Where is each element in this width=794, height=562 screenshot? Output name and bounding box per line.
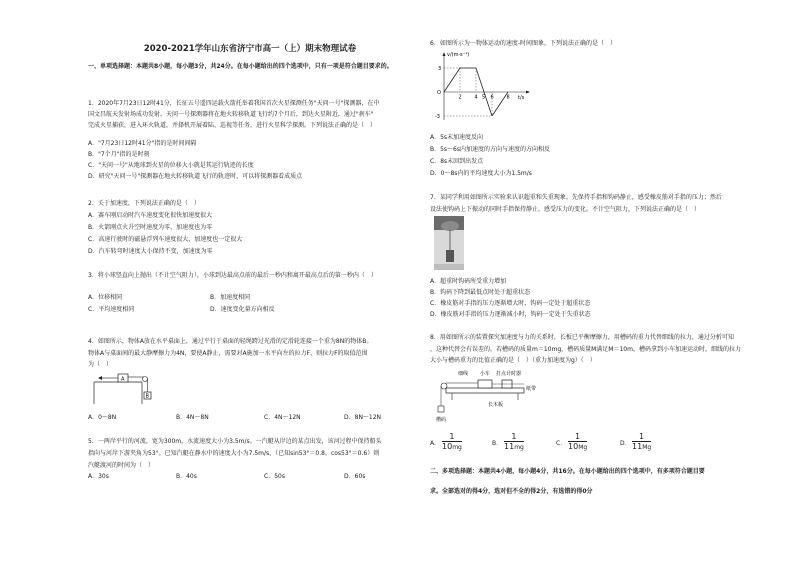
q6-option-b: B．5s～6s内加速度的方向与速度的方向相反 <box>430 146 551 153</box>
q1-option-c: C．"天问一号"从地球到火星的位移大小就是其运行轨迹的长度 <box>88 162 254 169</box>
q3-option-b: B．加速度相同 <box>210 294 251 301</box>
q4-label-b: B <box>145 393 149 400</box>
q8-option-a-letter: A． <box>430 440 441 447</box>
q8-option-b-letter: B． <box>492 440 503 447</box>
q6-x-tick: 5 <box>482 94 486 101</box>
q4-option-a: A．0～8N <box>88 414 117 421</box>
section-2-heading-line-1: 二、多项选择题：本题共4小题，每小题4分，共16分。在每小题给出的四个选项中，有多项符合题目要 <box>430 468 705 475</box>
q8-option-d-denominator: 11Mg <box>632 442 652 451</box>
q5-option-d: D．60s <box>344 473 366 480</box>
q4-pulley-figure <box>92 368 164 408</box>
q6-x-tick: 8 <box>506 94 510 101</box>
q6-y-tick: -3 <box>435 114 440 120</box>
q2-option-a: A．赛车刚启动时汽车速度变化很快加速度很大 <box>88 212 213 219</box>
q5-stem-1: 5．一两岸平行的河流，宽为300m，水流速度大小为3.5m/s。一汽艇从岸边的某点出发，该河过程中保持船头 <box>88 438 382 445</box>
q8-option-a-denominator: 10mg <box>442 442 462 451</box>
q4-option-d: D．8N～12N <box>344 414 382 421</box>
q7-option-d: D．橡皮筋对手指的压力逐渐减小时，钩码一定处于失重状态 <box>430 311 591 318</box>
q2-option-b: B．火箭刚点火升空时速度为零，加速度也为零 <box>88 224 213 231</box>
q8-option-c-numerator: 1 <box>568 432 587 442</box>
q6-y-tick: 3 <box>438 66 442 72</box>
q8-option-d-numerator: 1 <box>632 432 651 442</box>
q6-option-a: A．5s末加速度反向 <box>430 134 484 141</box>
q4-stem-3: 为（ ） <box>88 361 113 368</box>
q8-option-c <box>568 432 587 452</box>
q3-option-a: A．位移相同 <box>88 294 123 301</box>
q6-y-axis-label: v/(m·s⁻¹) <box>447 52 470 58</box>
q5-option-c: C．50s <box>264 473 285 480</box>
q8-label-board: 长木板 <box>488 402 504 408</box>
q4-option-b: B．4N～8N <box>176 414 209 421</box>
q6-x-tick: 2 <box>458 94 462 101</box>
q8-apparatus-figure <box>432 366 540 426</box>
q4-stem-1: 4．如图所示，物体A放在水平桌面上，通过平行于桌面的轻绳跨过光滑的定滑轮连接一个重为8N的物体B。 <box>88 338 373 345</box>
q6-y-tick: O <box>437 90 441 96</box>
q7-stem-1: 7．某同学利用如图所示实验来认识超重和失重现象。先保持手指和钩码静止，感受橡皮筋对手指的压力；然后 <box>430 194 722 201</box>
section-1-heading: 一、单项选择题：本题共8小题，每小题3分，共24分。在每小题给出的四个选项中，只有一项是符合题目要求的。 <box>88 63 393 70</box>
q8-label-cart: 小车 <box>480 371 491 377</box>
q1-option-a: A．"7月23日12时41分"指的是时间间隔 <box>88 140 197 147</box>
q8-label-timer: 打点计时器 <box>496 371 522 377</box>
q8-label-weight: 槽码 <box>436 417 447 423</box>
q8-option-c-letter: C． <box>556 440 567 447</box>
q8-option-a-numerator: 1 <box>442 432 462 442</box>
q5-option-b: B．40s <box>176 473 197 480</box>
q5-stem-3: 汽艇渡河的时间为（ ） <box>88 462 155 469</box>
q7-stem-2: 设法使钩码上下振动的同时手指保持静止，感受压力的变化。不计空气阻力，下列说法正确的是（ ） <box>430 206 701 213</box>
q6-x-tick: 6 <box>490 94 494 101</box>
q4-label-a: A <box>121 376 125 383</box>
q8-option-b <box>504 432 524 452</box>
q8-option-c-denominator: 10Mg <box>568 442 588 451</box>
q8-label-tape: 纸带 <box>526 386 537 392</box>
q8-option-b-numerator: 1 <box>504 432 524 442</box>
q8-stem-2: ，这种代替会有误差的。若槽码的质量m＝10mg，槽码质量M满足M＝10m，槽码拿到小车加速运动时，细线的拉力 <box>430 346 741 353</box>
q5-stem-2: 指向与河岸下游夹角为53°。已知汽艇在静水中的速度大小为7.5m/s，（已知sin53°＝0.8，cos53°＝0.6）则 <box>88 450 380 457</box>
q8-option-a <box>442 432 462 452</box>
q2-option-c: C．高速行驶时的磁悬浮列车速度很大，加速度也一定很大 <box>88 236 243 243</box>
q8-label-string: 细线 <box>458 371 469 377</box>
q8-option-b-denominator: 11mg <box>504 442 524 451</box>
q7-option-a: A．超重时钩码所受重力增加 <box>430 278 507 285</box>
q8-option-d <box>632 432 651 452</box>
q3-option-c: C．平均速度相同 <box>88 306 135 313</box>
q3-stem: 3．将小球竖直向上抛出（不计空气阻力），小球到达最高点前的最后一秒内和离开最高点后的第一秒内（ ） <box>88 272 377 279</box>
q6-option-c: C．8s末回到出发点 <box>430 158 484 165</box>
q6-x-tick: 4 <box>474 94 478 101</box>
q7-option-b: B．钩码下降到最低点时处于超重状态 <box>430 289 531 296</box>
q7-rubber-band-photo <box>434 216 464 270</box>
exam-title: 2020-2021学年山东省济宁市高一（上）期末物理试卷 <box>143 44 357 54</box>
q1-stem-3: 完成火星捕获，进入环火轨道，并择机开展着陆、巡视等任务，进行火星科学探测。下列说法正确的是（ ） <box>88 122 377 129</box>
q1-stem-2: 国文昌航天发射场成功发射。天问一号探测器将在地火转移轨道飞行约7个月后，到达火星附近，通过"刹车" <box>88 111 374 118</box>
q7-option-c: C．橡皮筋对手指的压力逐渐增大时，钩码一定处于超重状态 <box>430 300 591 307</box>
q6-stem: 6．如图所示为一物体运动的速度-时间图象，下列说法正确的是（ ） <box>430 40 616 47</box>
q6-vt-graph <box>432 50 532 122</box>
q4-stem-2: 物体A与桌面间的最大静摩擦力为4N，要使A静止，需要对A施加一水平向左的拉力F，则拉力F的取值范围 <box>88 350 368 357</box>
q2-option-d: D．汽车转弯时速度大小保持不变，加速度为零 <box>88 248 213 255</box>
q4-option-c: C．4N～12N <box>264 414 301 421</box>
q5-option-a: A．30s <box>88 473 109 480</box>
q8-stem-1: 8．用如图所示的装置探究加速度与力的关系时，长板已平衡摩擦力，用槽码的重力代替细线的拉力，通过分析可知 <box>430 334 734 341</box>
q8-option-d-letter: D． <box>620 440 631 447</box>
q6-option-d: D．0～8s内的平均速度大小为1.5m/s <box>430 170 532 177</box>
q3-option-d: D．速度变化量方向相反 <box>210 306 275 313</box>
q8-stem-3: 大小与槽码重力的比值正确的是（ ）（重力加速度为g）（ ） <box>430 357 596 364</box>
q1-option-b: B．"7个月"指的是时刻 <box>88 151 150 158</box>
section-2-heading-line-2: 求。全部选对的得4分，选对但不全的得2分，有选错的得0分 <box>430 488 593 495</box>
q1-option-d: D．研究"天问一号"探测器在地火转移轨道飞行的轨迹时，可以将探测器看成质点 <box>88 173 303 180</box>
q6-x-axis-label: t/s <box>518 95 525 101</box>
q1-stem-1: 1．2020年7月23日12时41分，长征五号遥四运载火箭托举着我国首次火星探测任务"天问一号"探测器，在中 <box>88 100 380 107</box>
q2-stem: 2．关于加速度，下列说法正确的是（ ） <box>88 200 200 207</box>
